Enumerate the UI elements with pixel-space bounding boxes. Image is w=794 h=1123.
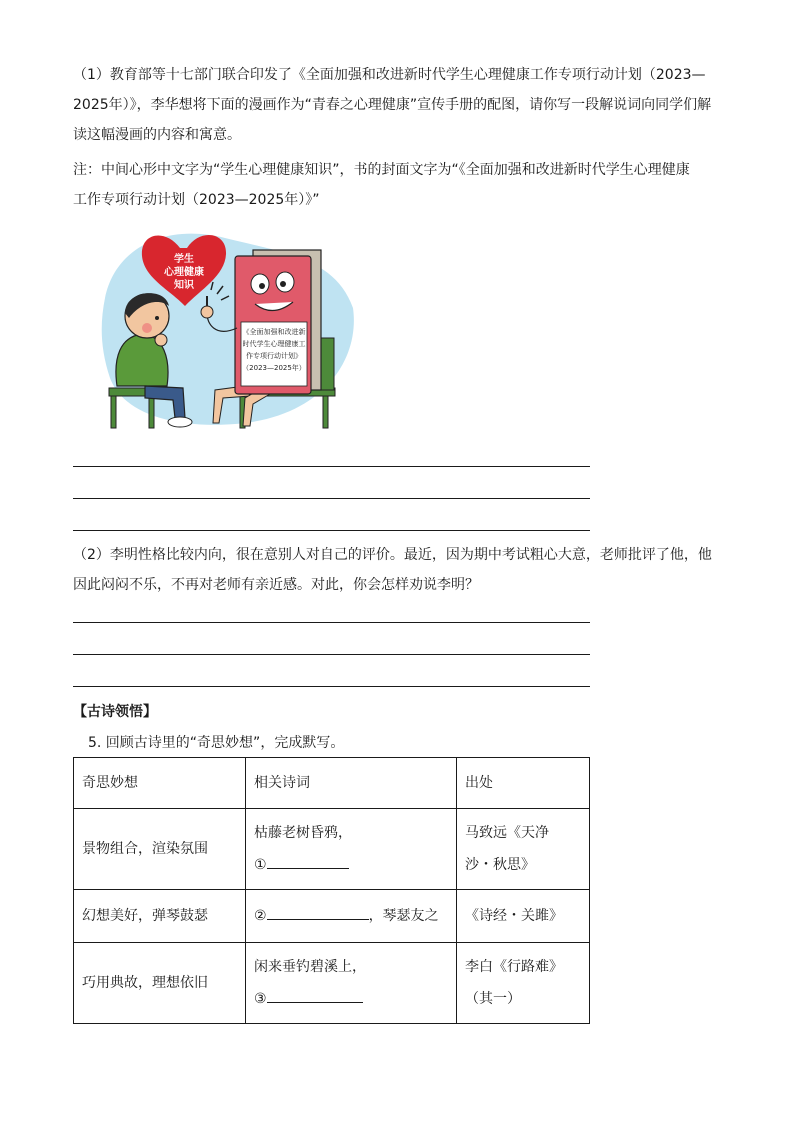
note-line-1: 注：中间心形中文字为“学生心理健康知识”，书的封面文字为“《全面加强和改进新时代学生心理健康 xyxy=(73,162,690,178)
section-heading: 【古诗领悟】 xyxy=(73,704,157,720)
blank-marker: ② xyxy=(254,908,267,924)
book-hand xyxy=(201,306,213,318)
question-2-line-1: （2）李明性格比较内向，很在意别人对自己的评价。最近，因为期中考试粗心大意，老师批评了他，他 xyxy=(73,547,712,563)
book-chair-leg xyxy=(323,396,328,428)
answer-line[interactable] xyxy=(73,466,590,467)
answer-line[interactable] xyxy=(73,686,590,687)
poem-line: 闲来垂钓碧溪上， xyxy=(254,959,366,975)
poem-cell xyxy=(246,890,457,943)
question-1-line-3: 读这幅漫画的内容和寓意。 xyxy=(73,127,241,143)
source-line: 马致远《天净 xyxy=(465,825,549,841)
idea-cell: 幻想美好，弹琴鼓瑟 xyxy=(74,890,246,943)
boy-chair-leg xyxy=(111,396,116,428)
question-5-prompt: 5. 回顾古诗里的“奇思妙想”，完成默写。 xyxy=(88,735,345,751)
poem-suffix: ，琴瑟友之 xyxy=(368,908,439,924)
question-2-prompt xyxy=(73,540,723,600)
answer-line[interactable] xyxy=(73,654,590,655)
book-pupil xyxy=(280,281,286,287)
source-line: 李白《行路难》 xyxy=(465,959,563,975)
book-pupil xyxy=(259,283,265,289)
boy-eye xyxy=(155,316,159,320)
header-cell-poem: 相关诗词 xyxy=(246,758,457,809)
poem-blank-row xyxy=(254,983,448,1015)
idea-cell: 巧用典故，理想依旧 xyxy=(74,943,246,1024)
source-cell xyxy=(457,943,590,1024)
blank-marker: ① xyxy=(254,857,267,873)
source-cell xyxy=(457,809,590,890)
question-1-prompt xyxy=(73,60,723,150)
answer-line[interactable] xyxy=(73,530,590,531)
question-1-line-2: 2025年）》，李华想将下面的漫画作为“青春之心理健康”宣传手册的配图，请你写一段解说词向同学们解 xyxy=(73,97,712,113)
poem-cell xyxy=(246,943,457,1024)
table-header-row xyxy=(74,758,590,809)
idea-cell: 景物组合，渲染氛围 xyxy=(74,809,246,890)
source-line: （其一） xyxy=(465,991,521,1007)
boy-chair-leg xyxy=(149,396,154,428)
boy-shoe xyxy=(168,417,192,427)
table-row xyxy=(74,809,590,890)
poem-line: 枯藤老树昏鸦， xyxy=(254,825,352,841)
fill-blank-3[interactable] xyxy=(267,984,363,1003)
poem-table xyxy=(73,757,590,1024)
heart-text-3: 知识 xyxy=(174,280,194,291)
header-cell-source: 出处 xyxy=(457,758,590,809)
poem-blank-row xyxy=(254,849,448,881)
table-row xyxy=(74,943,590,1024)
book-title-line-2: 时代学生心理健康工 xyxy=(242,340,306,348)
heart-text-2: 心理健康 xyxy=(164,267,204,278)
table-row xyxy=(74,890,590,943)
source-cell xyxy=(457,890,590,943)
question-2-line-2: 因此闷闷不乐，不再对老师有亲近感。对此，你会怎样劝说李明？ xyxy=(73,577,479,593)
boy-hand xyxy=(155,334,167,346)
header-cell-idea: 奇思妙想 xyxy=(74,758,246,809)
book-title-line-4: （2023—2025年） xyxy=(242,364,306,372)
heart-text-1: 学生 xyxy=(174,254,194,265)
source-line: 《诗经・关雎》 xyxy=(465,908,563,924)
poem-cell xyxy=(246,809,457,890)
fill-blank-2[interactable] xyxy=(267,901,369,920)
answer-line[interactable] xyxy=(73,622,590,623)
note-line-2: 工作专项行动计划（2023—2025年）》” xyxy=(73,192,320,208)
question-1-line-1: （1）教育部等十七部门联合印发了《全面加强和改进新时代学生心理健康工作专项行动计划（2023— xyxy=(73,67,706,83)
answer-line[interactable] xyxy=(73,498,590,499)
source-line: 沙・秋思》 xyxy=(465,857,535,873)
boy-cheek xyxy=(142,323,152,333)
book-chair-back xyxy=(320,338,334,390)
blank-marker: ③ xyxy=(254,991,267,1007)
cartoon-illustration xyxy=(95,218,360,436)
book-title-line-1: 《全面加强和改进新 xyxy=(242,328,306,336)
cartoon-note xyxy=(73,155,723,215)
fill-blank-1[interactable] xyxy=(267,850,349,869)
book-title-line-3: 作专项行动计划》 xyxy=(246,352,302,360)
